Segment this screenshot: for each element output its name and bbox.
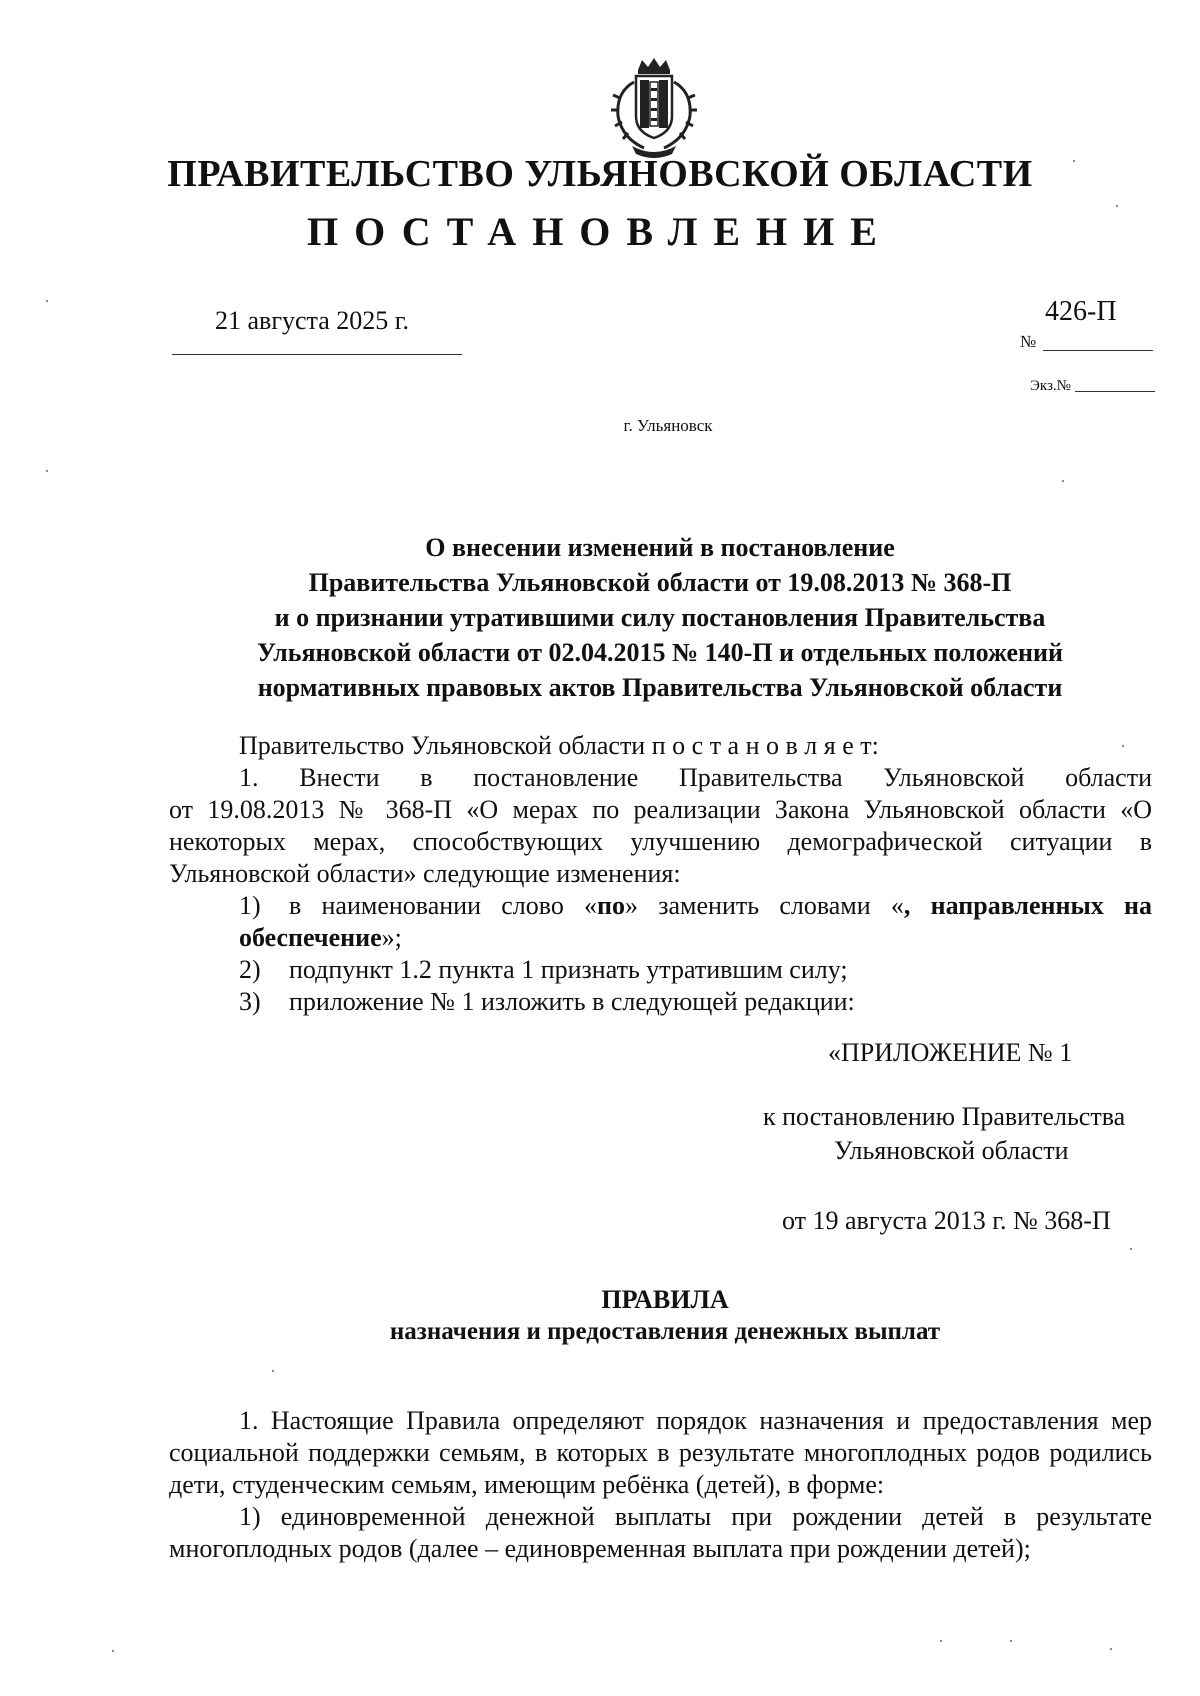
document-heading [180, 530, 1140, 705]
heading-line: О внесении изменений в постановление [425, 533, 895, 562]
heading-line: и о признании утратившими силу постановления Правительства [274, 603, 1046, 632]
appendix-reference: от 19 августа 2013 г. № 368-П [782, 1206, 1111, 1235]
paragraph-1-rest: от 19.08.2013 № 368-П «О мерах по реализации Закона Ульяновской области «О некоторых мерах, способствующих улучшению демографической ситуации в Ульяновской области» следующие изменения: [169, 795, 1152, 888]
number-underline [1043, 350, 1153, 351]
paragraph-1-first-line: 1. Внести в постановление Правительства Ульяновской области [239, 763, 1152, 792]
preamble [169, 730, 1152, 762]
preamble-verb: п о с т а н о в л я е т: [651, 731, 879, 760]
rules-subtitle: назначения и предоставления денежных выплат [389, 1318, 941, 1345]
appendix-line-1: к постановлению Правительства [763, 1102, 1126, 1131]
list-item [169, 890, 1152, 954]
preamble-text: Правительство Ульяновской области [239, 731, 646, 760]
item-bold-word: по [597, 891, 626, 920]
rules-subitem-1: 1) единовременной денежной выплаты при рождении детей в результате многоплодных родов (далее – единовременная выплата при рождении детей); [169, 1502, 1152, 1563]
appendix-title: «ПРИЛОЖЕНИЕ № 1 [828, 1038, 1073, 1067]
item-text: в наименовании слово « [289, 891, 598, 920]
appendix-line-2: Ульяновской области [834, 1136, 1069, 1165]
document-type: ПОСТАНОВЛЕНИЕ [307, 209, 893, 254]
document-date: 21 августа 2025 г. [215, 306, 409, 335]
copy-label: Экз.№ [1030, 378, 1071, 394]
heading-line: нормативных правовых актов Правительства Ульяновской области [257, 673, 1063, 702]
item-text: »; [381, 923, 402, 952]
city: г. Ульяновск [623, 416, 713, 435]
item-text: подпункт 1.2 пункта 1 признать утратившим силу; [289, 955, 848, 984]
heading-line: Ульяновской области от 02.04.2015 № 140-П и отдельных положений [256, 638, 1063, 667]
item-text: приложение № 1 изложить в следующей редакции: [289, 987, 855, 1016]
list-item [169, 986, 1152, 1018]
list-item [169, 954, 1152, 986]
rules-paragraph-1: 1. Настоящие Правила определяют порядок назначения и предоставления мер социальной поддержки семьям, в которых в результате многоплодных родов родились дети, студенческим семьям, имеющим ребёнка (детей), в форме: [169, 1406, 1152, 1499]
coat-of-arms-icon [608, 58, 700, 158]
copy-underline [1075, 391, 1155, 392]
rules-title: ПРАВИЛА [601, 1285, 729, 1314]
item-number: 2) [239, 955, 261, 984]
resolution-body [169, 730, 1152, 1018]
number-label: № [1020, 332, 1037, 351]
item-number: 1) [239, 891, 261, 920]
date-underline [172, 354, 462, 355]
item-number: 3) [239, 987, 261, 1016]
item-text: » заменить словами « [625, 891, 904, 920]
heading-line: Правительства Ульяновской области от 19.08.2013 № 368-П [308, 568, 1012, 597]
item-bold-phrase: , направленных на обеспечение [239, 891, 1152, 952]
document-number: 426-П [1045, 296, 1117, 327]
rules-body [169, 1405, 1152, 1565]
government-title: ПРАВИТЕЛЬСТВО УЛЬЯНОВСКОЙ ОБЛАСТИ [167, 153, 1033, 195]
